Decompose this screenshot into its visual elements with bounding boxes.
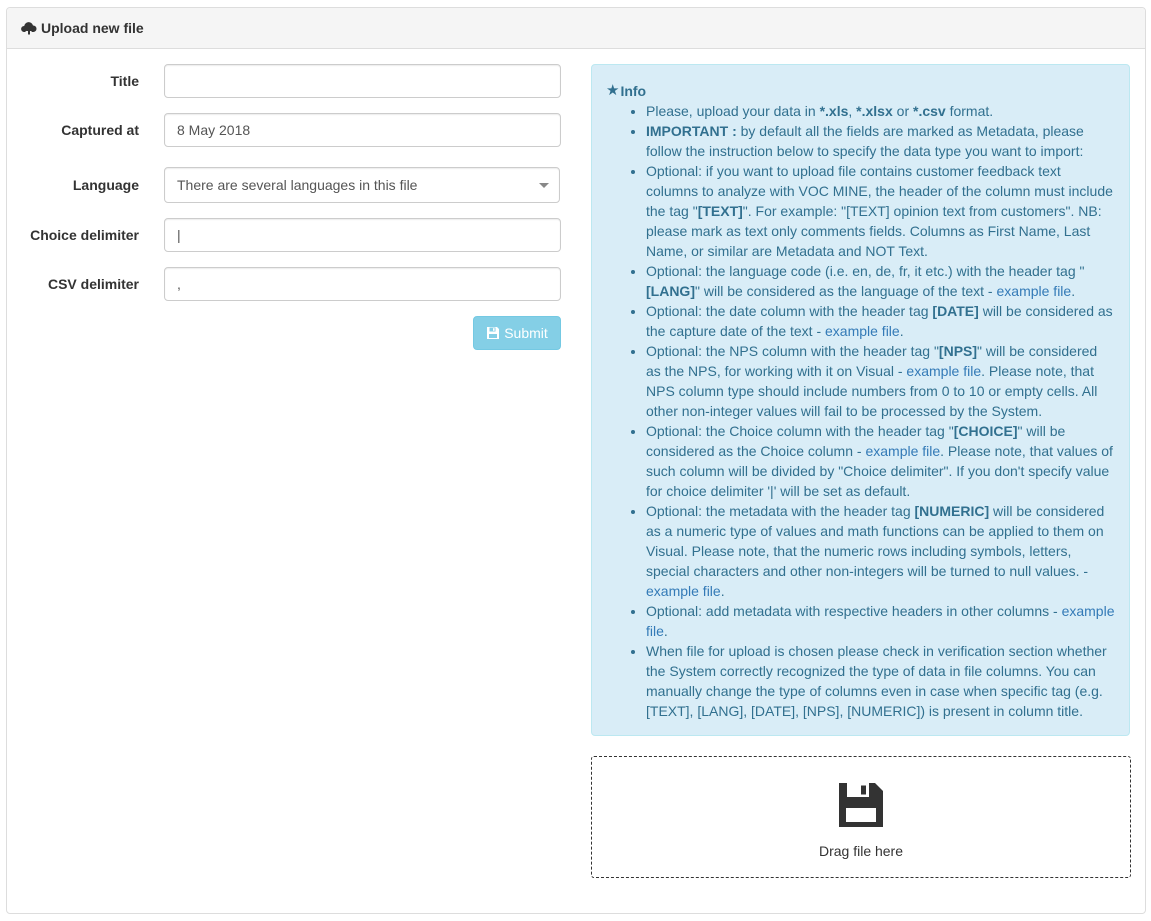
info-text: . (720, 583, 725, 599)
info-heading (606, 81, 1115, 101)
submit-button[interactable] (473, 316, 561, 350)
info-text: or (892, 103, 913, 119)
info-bold-text: IMPORTANT : (646, 123, 737, 139)
info-text: . (1071, 283, 1076, 299)
star-icon: ★ (606, 82, 620, 99)
info-text: Optional: add metadata with respective headers in other columns - (646, 603, 1062, 619)
info-text: Optional: the NPS column with the header tag " (646, 343, 939, 359)
choice-delimiter-input[interactable]: | (164, 218, 561, 252)
info-bold-text: [NUMERIC] (914, 503, 990, 519)
captured-label: Captured at (61, 122, 139, 138)
info-item-verification (646, 641, 1115, 721)
example-file-link[interactable]: example file (996, 283, 1072, 299)
info-bold-text: [NPS] (938, 343, 978, 359)
language-select[interactable] (164, 167, 560, 203)
info-text: Optional: the metadata with the header tag (646, 503, 915, 519)
info-text: will be considered as the capture date of the text - (646, 303, 1113, 339)
upload-panel (6, 7, 1146, 914)
info-bold-text: [DATE] (932, 303, 979, 319)
info-text: . Please note, that NPS column type should include numbers from 0 to 10 or empty cells. All other non-integer values will fail to be processed by the System. (646, 363, 1098, 419)
info-item-text (646, 161, 1115, 261)
info-bold-text: *.xlsx (856, 103, 893, 119)
info-item-metadata (646, 601, 1115, 641)
info-text: " will be considered as the NPS, for working with it on Visual - (646, 343, 1098, 379)
info-text: format. (945, 103, 994, 119)
panel-heading (7, 8, 1145, 49)
file-dropzone[interactable] (591, 756, 1131, 878)
info-bold-text: *.csv (913, 103, 946, 119)
example-file-link[interactable]: example file (865, 443, 941, 459)
panel-title: Upload new file (41, 20, 144, 36)
example-file-link[interactable]: example file (825, 323, 900, 339)
info-text: Optional: if you want to upload file contains customer feedback text columns to analyze with VOC MINE, the header of the column must include the tag " (646, 163, 1113, 219)
captured-at-input[interactable]: 8 May 2018 (164, 113, 561, 147)
info-text: Please, upload your data in (646, 103, 820, 119)
language-label: Language (72, 177, 139, 193)
info-item-numeric (646, 501, 1115, 601)
info-text: ". For example: "[TEXT] opinion text from customers". NB: please mark as text only comments fields. Columns as First Name, Last Name, or similar are Metadata and NOT Text. (646, 203, 1102, 259)
info-bold-text: [CHOICE] (953, 423, 1018, 439)
info-bold-text: [LANG] (646, 283, 695, 299)
floppy-disk-icon (838, 782, 884, 828)
info-text: . Please note, that values of such column will be divided by "Choice delimiter". If you don't specify value for choice delimiter '|' will be set as default. (646, 443, 1113, 499)
info-item-important (646, 121, 1115, 161)
info-text: Optional: the date column with the header tag (646, 303, 933, 319)
info-item-formats (646, 101, 1115, 121)
example-file-link[interactable]: example file (906, 363, 982, 379)
info-text: When file for upload is chosen please check in verification section whether the System correctly recognized the type of data in file columns. You can manually change the type of columns even in case when specific tag (e.g. [TEXT], [LANG], [DATE], [NPS], [NUMERIC]) is present in column title. (646, 643, 1107, 719)
cloud-upload-icon (21, 21, 37, 35)
info-text: " will be considered as the language of the text - (695, 283, 997, 299)
info-text: " will be considered as the Choice column - (646, 423, 1066, 459)
choice-delimiter-label: Choice delimiter (30, 227, 139, 243)
example-file-link[interactable]: example file (646, 603, 1115, 639)
info-item-date (646, 301, 1115, 341)
title-input[interactable] (164, 64, 561, 98)
title-label: Title (110, 73, 139, 89)
info-text: . (663, 623, 668, 639)
floppy-disk-icon (486, 326, 500, 340)
language-selected-value: There are several languages in this file (177, 177, 418, 193)
info-box (591, 64, 1130, 736)
csv-delimiter-label: CSV delimiter (47, 276, 139, 292)
info-bold-text: *.xls (819, 103, 849, 119)
info-text: . (899, 323, 904, 339)
info-item-lang (646, 261, 1115, 301)
info-bold-text: [TEXT] (697, 203, 743, 219)
info-item-nps (646, 341, 1115, 421)
submit-label: Submit (504, 325, 548, 341)
csv-delimiter-input[interactable]: , (164, 267, 561, 301)
info-item-choice (646, 421, 1115, 501)
info-title: Info (620, 83, 647, 99)
chevron-down-icon (539, 183, 549, 188)
info-text: , (848, 103, 857, 119)
dropzone-label: Drag file here (818, 843, 904, 859)
info-text: Optional: the language code (i.e. en, de, fr, it etc.) with the header tag " (646, 263, 1085, 279)
info-text: will be considered as a numeric type of values and math functions can be applied to them on Visual. Please note, that the numeric rows including symbols, letters, special characters and other non-integers will be turned to null values. - (646, 503, 1105, 579)
info-text: Optional: the Choice column with the header tag " (646, 423, 954, 439)
info-text: by default all the fields are marked as Metadata, please follow the instruction below to specify the data type you want to import: (646, 123, 1084, 159)
info-list (606, 101, 1115, 721)
example-file-link[interactable]: example file (646, 583, 721, 599)
